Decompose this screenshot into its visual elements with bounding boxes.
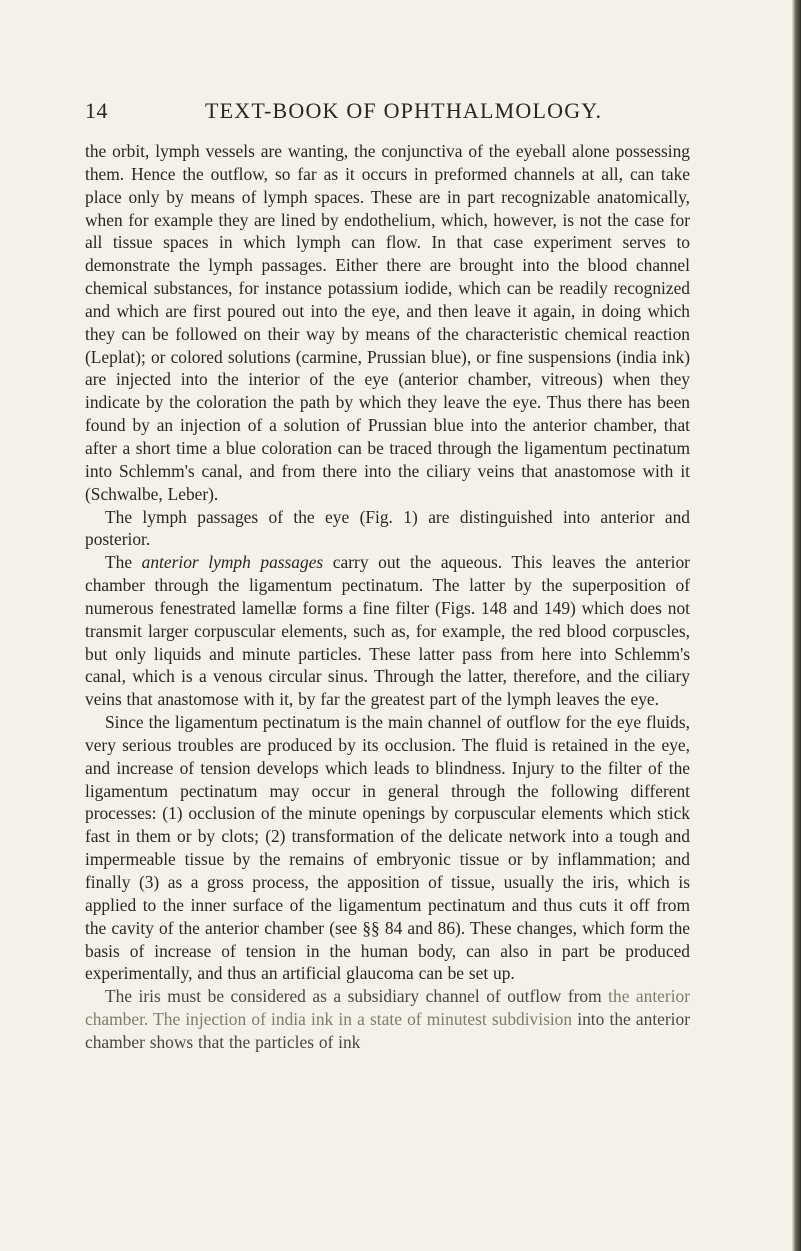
running-head: TEXT-BOOK OF OPHTHALMOLOGY. <box>205 98 603 123</box>
paragraph-lead: The iris must be considered as a subsidiary channel of outflow from <box>105 986 609 1007</box>
faded-text: the anterior chamber. The injection of india ink in a state of minutest subdivision <box>85 986 691 1030</box>
body-text <box>85 140 690 1054</box>
paragraph-lead: The <box>105 552 142 573</box>
paragraph-iris-channel <box>85 985 690 1054</box>
paragraph-anterior-lymph-passages <box>85 551 690 711</box>
paragraph-ligamentum-occlusion: Since the ligamentum pectinatum is the main channel of outflow for the eye fluids, very serious troubles are produced by its occlusion. The fluid is retained in the eye, and increase of tension develops which leads to blindness. Injury to the filter of the ligamentum pectinatum may occur in general through the following different processes: (1) occlusion of the minute openings by corpuscular elements which stick fast in them or by clots; (2) transformation of the delicate network into a tough and impermeable tissue by the remains of embryonic tissue or by inflammation; and finally (3) as a gross process, the apposition of tissue, usually the iris, which is applied to the inner surface of the ligamentum pectinatum and thus cuts it off from the cavity of the anterior chamber (see §§ 84 and 86). These changes, which form the basis of increase of tension in the human body, can also in part be produced experimentally, and thus an artificial glaucoma can be set up. <box>85 712 690 984</box>
page-header <box>85 98 685 128</box>
paragraph-lymph-passages: The lymph passages of the eye (Fig. 1) are distinguished into anterior and posterior. <box>85 506 690 550</box>
paragraph-rest: into the anterior chamber shows that the particles of ink <box>85 1009 690 1052</box>
paragraph-continuation: the orbit, lymph vessels are wanting, the conjunctiva of the eyeball alone possessing them. Hence the outflow, so far as it occurs in preformed channels at all, can take place only by means of lymph spaces. These are in part recognizable anatomically, when for example they are lined by endothelium, which, however, is not the case for all tissue spaces in which lymph can flow. In that case experiment serves to demonstrate the lymph passages. Either there are brought into the blood channel chemical substances, for instance potassium iodide, which can be readily recognized and which are first poured out into the eye, and then leave it again, in doing which they can be followed on their way by means of the characteristic chemical reaction (Leplat); or colored solutions (carmine, Prussian blue), or fine suspensions (india ink) are injected into the interior of the eye (anterior chamber, vitreous) when they indicate by the coloration the path by which they leave the eye. Thus there has been found by an injection of a solution of Prussian blue into the anterior chamber, that after a short time a blue coloration can be traced through the ligamentum pectinatum into Schlemm's canal, and from there into the ciliary veins that anastomose with it (Schwalbe, Leber). <box>85 141 690 504</box>
page-number: 14 <box>85 98 108 123</box>
italic-term: anterior lymph passages <box>141 552 324 573</box>
paragraph-rest: carry out the aqueous. This leaves the anterior chamber through the ligamentum pectinatum. The latter by the superposition of numerous fenestrated lamellæ forms a fine filter (Figs. 148 and 149) which does not transmit larger corpuscular elements, such as, for example, the red blood corpuscles, but only liquids and minute particles. These latter pass from here into Schlemm's canal, which is a venous circular sinus. Through the latter, therefore, and the ciliary veins that anastomose with it, by far the greatest part of the lymph leaves the eye. <box>85 552 690 710</box>
page-edge-shadow <box>792 0 801 1251</box>
